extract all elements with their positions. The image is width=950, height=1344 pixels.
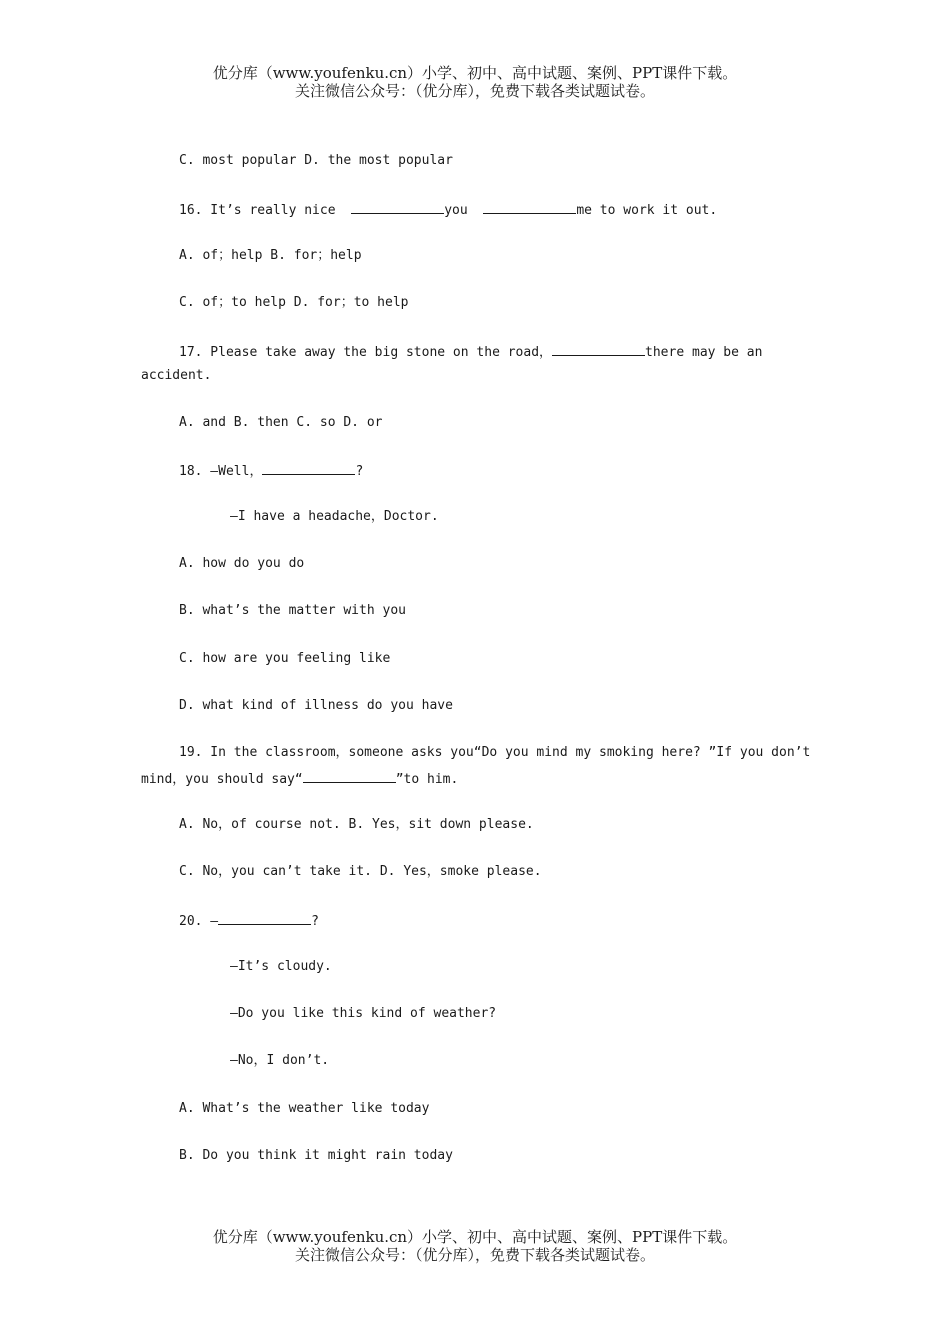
q18-option-c: C. how are you feeling like [179,651,391,666]
q18-reply: —I have a headache，Doctor. [230,509,439,524]
q18-stem-a: 18. —Well， [179,464,263,479]
q20-dialog-2: —Do you like this kind of weather? [230,1006,497,1021]
page-footer [0,1228,950,1264]
q20-stem [179,912,319,930]
q17-blank [552,343,645,356]
q16-options-cd: C. of；to help D. for；to help [179,295,409,310]
q17-stem-a: 17. Please take away the big stone on the road， [179,345,553,360]
q20-stem-a: 20. — [179,914,219,929]
q16-blank-2 [483,201,576,214]
q18-option-b: B. what’s the matter with you [179,603,406,618]
q19-stem-b: ”to him. [395,772,459,787]
q18-stem [179,462,363,480]
footer-line-2: 关注微信公众号：（优分库），免费下载各类试题试卷。 [294,1246,655,1264]
q18-blank [262,462,355,475]
q16-stem [179,201,717,219]
q16-stem-b: you [444,203,484,218]
q16-options-ab: A. of；help B. for；help [179,248,362,263]
q20-dialog-1: —It’s cloudy. [230,959,332,974]
q20-stem-b: ? [311,914,319,929]
q20-option-a: A. What’s the weather like today [179,1101,430,1116]
q17-stem-continued: accident. [141,368,212,383]
q18-option-a: A. how do you do [179,556,305,571]
q18-option-d: D. what kind of illness do you have [179,698,453,713]
q19-stem-a: mind，you should say“ [141,772,303,787]
header-line-2: 关注微信公众号：（优分库），免费下载各类试题试卷。 [294,82,655,100]
q18-stem-b: ? [355,464,364,479]
q17-stem [179,343,762,361]
q17-options: A. and B. then C. so D. or [179,415,383,430]
q20-option-b: B. Do you think it might rain today [179,1148,453,1163]
q19-options-ab: A. No，of course not. B. Yes，sit down please. [179,817,534,832]
header-line-1: 优分库（www.youfenku.cn）小学、初中、高中试题、案例、PPT课件下载。 [212,64,738,82]
footer-line-1: 优分库（www.youfenku.cn）小学、初中、高中试题、案例、PPT课件下载。 [212,1228,738,1246]
q16-stem-a: 16. It’s really nice [179,203,352,218]
q20-dialog-3: —No，I don’t. [230,1053,330,1068]
page-header [0,64,950,100]
q16-blank-1 [351,201,444,214]
q19-stem-line-1: 19. In the classroom，someone asks you“Do you mind my smoking here? ”If you don’t [179,745,811,760]
q19-stem-line-2 [141,770,458,788]
q15-options-cd: C. most popular D. the most popular [179,153,453,168]
q20-blank [218,912,311,925]
q19-options-cd: C. No，you can’t take it. D. Yes，smoke please. [179,864,542,879]
q19-blank [303,770,396,783]
q17-stem-b: there may be an [645,345,763,360]
q16-stem-c: me to work it out. [576,203,718,218]
